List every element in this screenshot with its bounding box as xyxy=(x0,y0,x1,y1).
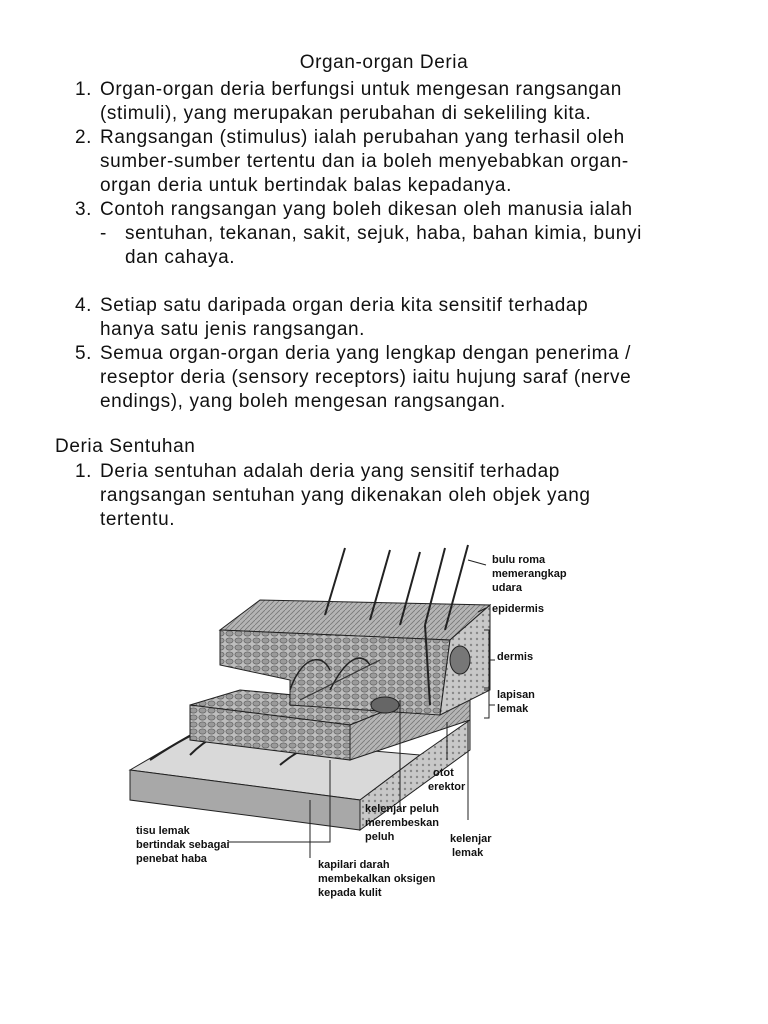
item-line: organ deria untuk bertindak balas kepadanya. xyxy=(100,175,512,196)
item-line: Contoh rangsangan yang boleh dikesan oleh manusia ialah xyxy=(100,199,633,220)
list-item xyxy=(75,460,735,532)
page-title: Organ-organ Deria xyxy=(299,52,469,73)
item-number: 4. xyxy=(75,295,93,316)
list-item xyxy=(75,342,735,414)
sense-organ-list xyxy=(75,78,735,414)
sub-list-item xyxy=(100,222,735,270)
section-heading: Deria Sentuhan xyxy=(55,436,196,457)
item-line: Semua organ-organ deria yang lengkap dengan penerima / xyxy=(100,343,631,364)
item-line: Setiap satu daripada organ deria kita sensitif terhadap xyxy=(100,295,589,316)
label-dermis: dermis xyxy=(497,651,534,663)
item-line: Rangsangan (stimulus) ialah perubahan yang terhasil oleh xyxy=(100,127,625,148)
label-tisu-lemak: tisu lemak bertindak sebagai penebat haba xyxy=(136,825,230,865)
label-bulu-roma: bulu roma memerangkap udara xyxy=(492,554,567,594)
item-number: 3. xyxy=(75,199,93,220)
item-line: hanya satu jenis rangsangan. xyxy=(100,319,366,340)
item-number: 2. xyxy=(75,127,93,148)
item-line: Deria sentuhan adalah deria yang sensitif terhadap xyxy=(100,461,560,482)
item-line: tertentu. xyxy=(100,509,176,530)
item-line: endings), yang boleh mengesan rangsangan. xyxy=(100,391,506,412)
item-line: (stimuli), yang merupakan perubahan di sekeliling kita. xyxy=(100,103,592,124)
label-epidermis: epidermis xyxy=(492,603,544,615)
item-line: Organ-organ deria berfungsi untuk mengesan rangsangan xyxy=(100,79,622,100)
dash-marker: - xyxy=(100,223,107,244)
item-number: 1. xyxy=(75,461,93,482)
touch-sense-list xyxy=(75,460,735,532)
label-lapisan-lemak: lapisan lemak xyxy=(497,689,535,715)
list-item xyxy=(75,126,735,198)
list-item xyxy=(75,294,735,342)
item-line: reseptor deria (sensory receptors) iaitu hujung saraf (nerve xyxy=(100,367,632,388)
list-item xyxy=(75,198,735,222)
label-kelenjar-lemak: kelenjar lemak xyxy=(450,833,492,859)
item-line: sumber-sumber tertentu dan ia boleh menyebabkan organ- xyxy=(100,151,629,172)
label-otot-erektor: otot erektor xyxy=(428,767,466,793)
item-line: dan cahaya. xyxy=(125,247,236,268)
skin-cross-section-diagram xyxy=(0,540,768,910)
item-number: 5. xyxy=(75,343,93,364)
label-kelenjar-peluh: kelenjar peluh merembeskan peluh xyxy=(365,803,439,843)
label-kapilari-darah: kapilari darah membekalkan oksigen kepada kulit xyxy=(318,859,436,899)
item-line: rangsangan sentuhan yang dikenakan oleh objek yang xyxy=(100,485,591,506)
item-line: sentuhan, tekanan, sakit, sejuk, haba, bahan kimia, bunyi xyxy=(125,223,642,244)
list-item xyxy=(75,78,735,126)
item-number: 1. xyxy=(75,79,93,100)
